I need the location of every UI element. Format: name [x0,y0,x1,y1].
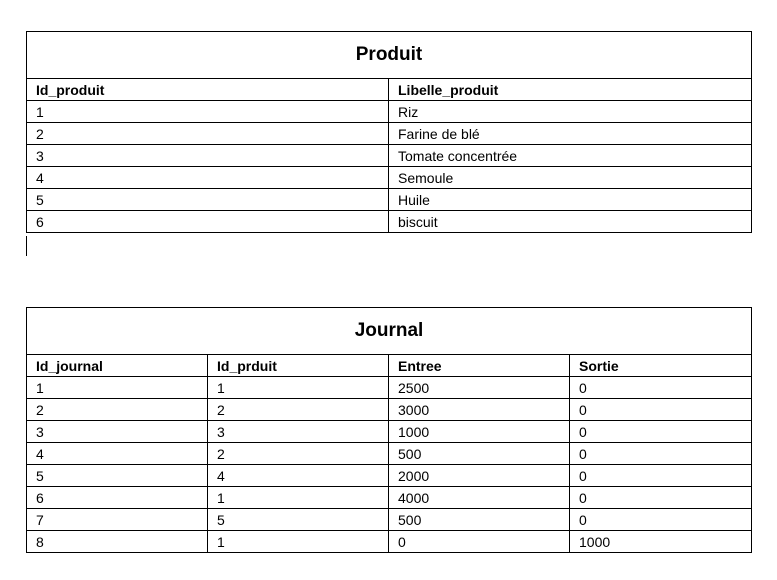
produit-header-row [27,79,752,101]
text-cursor [26,236,27,256]
produit-cell-id: 6 [27,211,389,233]
table-row [27,189,752,211]
journal-header-entree: Entree [389,355,570,377]
journal-header-sortie: Sortie [570,355,752,377]
table-row [27,145,752,167]
journal-cell-id-produit: 1 [208,531,389,553]
journal-cell-id-produit: 2 [208,399,389,421]
journal-cell-entree: 4000 [389,487,570,509]
table-row [27,399,752,421]
journal-cell-sortie: 0 [570,509,752,531]
table-row [27,487,752,509]
journal-header-row [27,355,752,377]
journal-cell-id-journal: 5 [27,465,208,487]
journal-cell-id-journal: 4 [27,443,208,465]
table-row [27,377,752,399]
produit-cell-id: 2 [27,123,389,145]
journal-cell-sortie: 1000 [570,531,752,553]
journal-cell-id-produit: 5 [208,509,389,531]
produit-header-id: Id_produit [27,79,389,101]
journal-cell-entree: 2000 [389,465,570,487]
journal-cell-entree: 0 [389,531,570,553]
journal-cell-id-journal: 3 [27,421,208,443]
produit-cell-libelle: Riz [389,101,752,123]
produit-cell-libelle: Semoule [389,167,752,189]
journal-cell-sortie: 0 [570,399,752,421]
journal-cell-sortie: 0 [570,465,752,487]
produit-table-title: Produit [27,32,752,79]
journal-header-id-journal: Id_journal [27,355,208,377]
journal-cell-id-journal: 8 [27,531,208,553]
journal-cell-sortie: 0 [570,377,752,399]
journal-title-row [27,308,752,355]
journal-cell-entree: 500 [389,443,570,465]
journal-cell-id-journal: 7 [27,509,208,531]
journal-cell-entree: 3000 [389,399,570,421]
produit-title-row [27,32,752,79]
table-row [27,123,752,145]
journal-cell-entree: 500 [389,509,570,531]
journal-cell-sortie: 0 [570,487,752,509]
table-row [27,531,752,553]
journal-table-title: Journal [27,308,752,355]
table-row [27,465,752,487]
produit-cell-libelle: Farine de blé [389,123,752,145]
journal-cell-id-produit: 2 [208,443,389,465]
journal-cell-id-journal: 6 [27,487,208,509]
journal-cell-entree: 1000 [389,421,570,443]
produit-cell-libelle: biscuit [389,211,752,233]
produit-table [26,31,752,233]
table-row [27,443,752,465]
journal-header-id-produit: Id_prduit [208,355,389,377]
journal-cell-id-journal: 2 [27,399,208,421]
table-row [27,101,752,123]
journal-cell-id-journal: 1 [27,377,208,399]
produit-cell-id: 3 [27,145,389,167]
produit-cell-libelle: Huile [389,189,752,211]
produit-cell-id: 5 [27,189,389,211]
journal-table [26,307,752,553]
journal-cell-sortie: 0 [570,421,752,443]
table-row [27,421,752,443]
journal-cell-id-produit: 1 [208,377,389,399]
journal-cell-sortie: 0 [570,443,752,465]
produit-cell-libelle: Tomate concentrée [389,145,752,167]
journal-cell-id-produit: 4 [208,465,389,487]
table-row [27,509,752,531]
journal-cell-id-produit: 1 [208,487,389,509]
table-row [27,211,752,233]
produit-cell-id: 4 [27,167,389,189]
produit-header-libelle: Libelle_produit [389,79,752,101]
table-row [27,167,752,189]
produit-cell-id: 1 [27,101,389,123]
journal-cell-entree: 2500 [389,377,570,399]
journal-cell-id-produit: 3 [208,421,389,443]
